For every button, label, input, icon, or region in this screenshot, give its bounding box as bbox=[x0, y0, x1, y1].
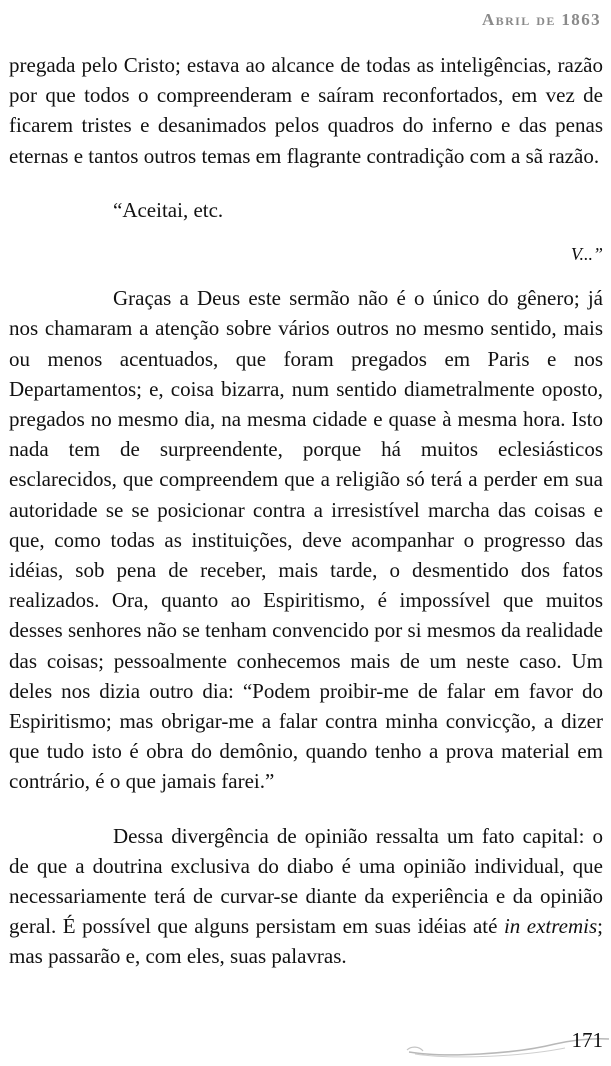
latin-term: in extremis bbox=[503, 914, 598, 939]
paragraph-divergence-end: ; mas passarão e, com eles, suas palavras. bbox=[9, 914, 603, 969]
body-text bbox=[9, 50, 603, 972]
signature: V...” bbox=[570, 244, 603, 265]
quote-line: “Aceitai, etc. bbox=[113, 197, 224, 222]
paragraph-continuation: pregada pelo Cristo; estava ao alcance de todas as inteligências, razão por que todos o compreenderam e saíram reconfortados, em vez de ficarem tristes e desanimados pelos quadros do inferno e das penas eternas e tantos outros temas em flagrante contradição com a sã razão. bbox=[9, 53, 603, 168]
paragraph-sermon: Graças a Deus este sermão não é o único do gênero; já nos chamaram a atenção sobre vários outros no mesmo sentido, mais ou menos acentuados, que foram pregados em Paris e nos Departamentos; e, coisa bizarra, num sentido diametralmente oposto, pregados no mesmo dia, na mesma cidade e quase à mesma hora. Isto nada tem de surpreendente, porque há muitos eclesiásticos esclarecidos, que compreendem que a religião só terá a perder em sua autoridade se se posicionar contra a irresistível marcha das coisas e que, como todas as instituições, deve acompanhar o progresso das idéias, sob pena de receber, mais tarde, o desmentido dos fatos realizados. Ora, quanto ao Espiritismo, é impossível que muitos desses senhores não se tenham convencido por si mesmos da realidade das coisas; pessoalmente conhecemos mais de um neste caso. Um deles nos dizia outro dia: “Podem proibir-me de falar em favor do Espiritismo; mas obrigar-me a falar contra minha convicção, a dizer que tudo isto é obra do demônio, quando tenho a prova material em contrário, é o que jamais farei.” bbox=[9, 286, 603, 794]
paragraph-divergence-text: Dessa divergência de opinião ressalta um fato capital: o de que a doutrina exclusiva do diabo é uma opinião individual, que necessariamente terá de curvar-se diante da experiência e da opinião geral. É possível que alguns persistam em suas idéias até bbox=[9, 823, 603, 939]
page-number: 171 bbox=[571, 1028, 603, 1052]
paragraph-divergence bbox=[9, 821, 603, 972]
running-header: Abril de 1863 bbox=[482, 10, 601, 29]
